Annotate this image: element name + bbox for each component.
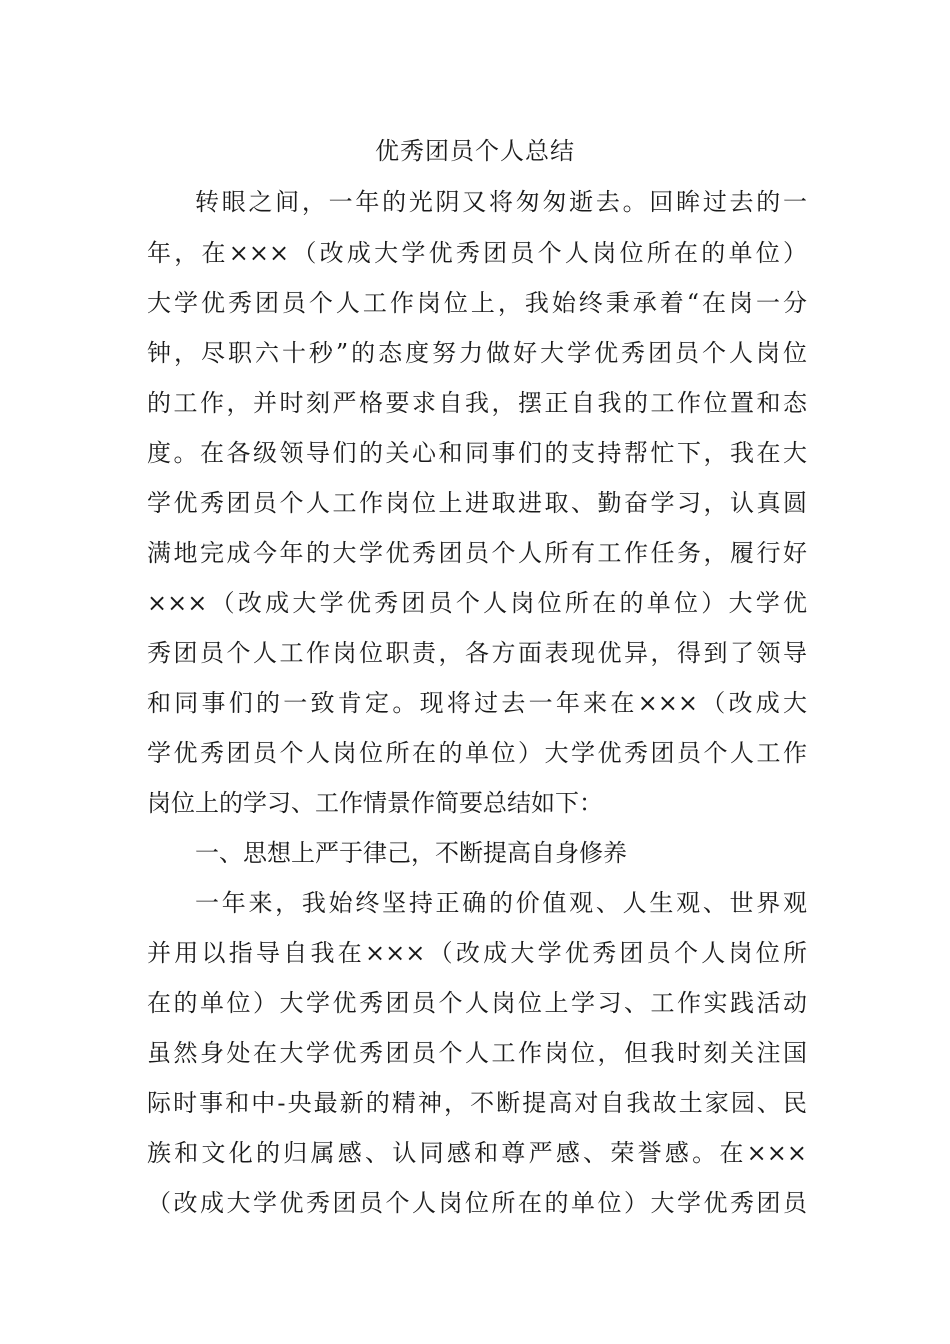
paragraph-line: 并用以指导自我在×××（改成大学优秀团员个人岗位所 [147, 939, 807, 967]
paragraph-line: 的工作，并时刻严格要求自我，摆正自我的工作位置和态 [147, 389, 807, 417]
paragraph-line: 学优秀团员个人工作岗位上进取进取、勤奋学习，认真圆 [147, 489, 807, 517]
paragraph-line: 钟，尽职六十秒”的态度努力做好大学优秀团员个人岗位 [147, 339, 807, 367]
paragraph-line: （改成大学优秀团员个人岗位所在的单位）大学优秀团员 [147, 1189, 807, 1217]
paragraph-line: 满地完成今年的大学优秀团员个人所有工作任务，履行好 [147, 539, 807, 567]
paragraph-line: 度。在各级领导们的关心和同事们的支持帮忙下，我在大 [147, 439, 807, 467]
paragraph-line: 大学优秀团员个人工作岗位上，我始终秉承着“在岗一分 [147, 289, 807, 317]
paragraph-line: 学优秀团员个人岗位所在的单位）大学优秀团员个人工作 [147, 739, 807, 767]
paragraph-line: 族和文化的归属感、认同感和尊严感、荣誉感。在××× [147, 1139, 807, 1167]
document-title: 优秀团员个人总结 [375, 137, 575, 165]
paragraph-line: 转眼之间，一年的光阴又将匆匆逝去。回眸过去的一 [195, 188, 807, 216]
paragraph-line: 在的单位）大学优秀团员个人岗位上学习、工作实践活动 [147, 989, 807, 1017]
section-heading: 一、思想上严于律己，不断提高自身修养 [195, 839, 627, 867]
paragraph-line: 秀团员个人工作岗位职责，各方面表现优异，得到了领导 [147, 639, 807, 667]
paragraph-line: 和同事们的一致肯定。现将过去一年来在×××（改成大 [147, 689, 807, 717]
paragraph-line: ×××（改成大学优秀团员个人岗位所在的单位）大学优 [147, 589, 807, 617]
paragraph-line: 虽然身处在大学优秀团员个人工作岗位，但我时刻关注国 [147, 1039, 807, 1067]
paragraph-line: 一年来，我始终坚持正确的价值观、人生观、世界观 [195, 889, 807, 917]
paragraph-line: 岗位上的学习、工作情景作简要总结如下： [147, 789, 603, 817]
paragraph-line: 际时事和中-央最新的精神，不断提高对自我故土家园、民 [147, 1089, 807, 1117]
paragraph-line: 年，在×××（改成大学优秀团员个人岗位所在的单位） [147, 239, 807, 267]
